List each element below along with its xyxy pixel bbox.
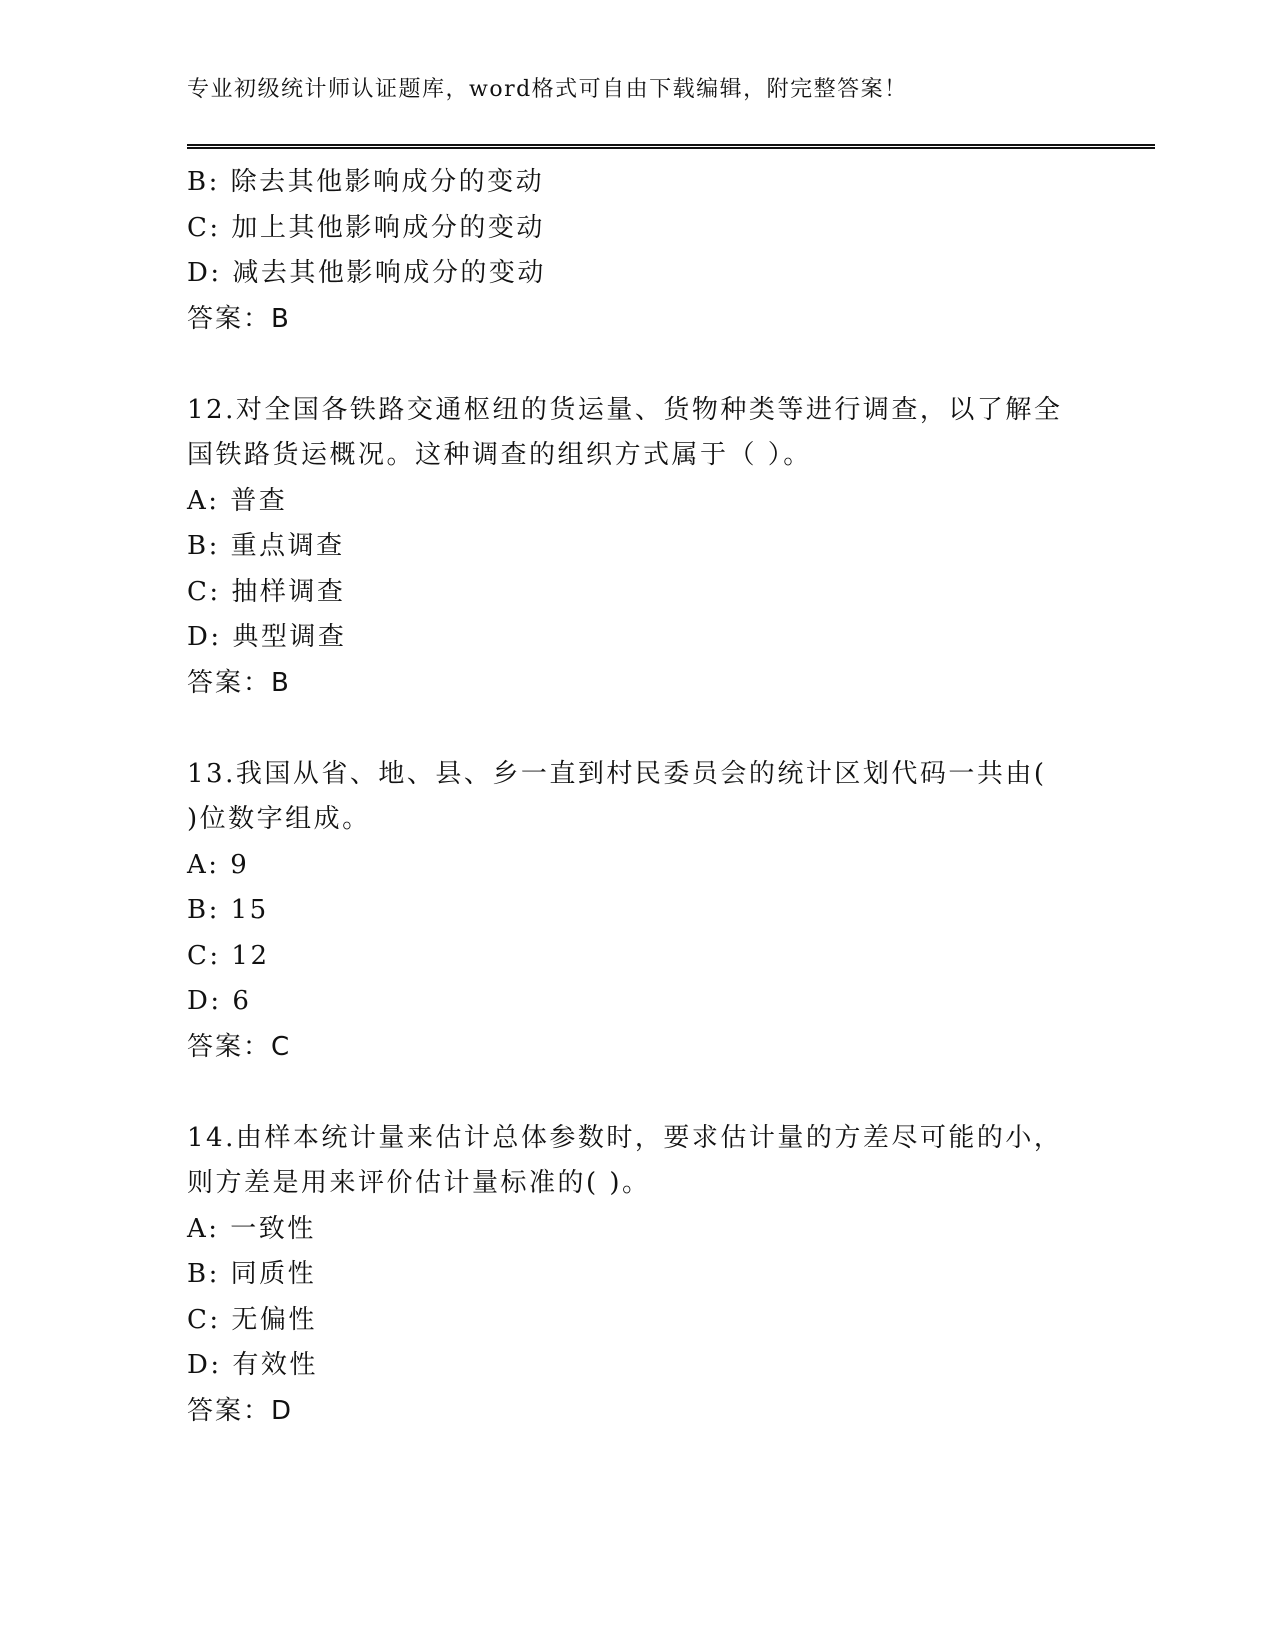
answer-line: 答案：C bbox=[187, 1031, 292, 1062]
question-13 bbox=[187, 752, 1087, 1071]
option-d: D: 减去其他影响成分的变动 bbox=[187, 258, 546, 288]
header-double-rule bbox=[187, 144, 1155, 149]
question-stem: 则方差是用来评价估计量标准的( )。 bbox=[187, 1168, 651, 1198]
option-d: D: 有效性 bbox=[187, 1350, 318, 1380]
document-body bbox=[187, 160, 1087, 1434]
question-14 bbox=[187, 1116, 1087, 1435]
question-11-partial bbox=[187, 160, 1087, 342]
answer-line: 答案：B bbox=[187, 667, 291, 698]
option-b: B: 同质性 bbox=[187, 1259, 317, 1289]
answer-line: 答案：D bbox=[187, 1395, 294, 1426]
option-c: C: 加上其他影响成分的变动 bbox=[187, 212, 545, 243]
question-stem: )位数字组成。 bbox=[187, 804, 371, 834]
option-c: C: 12 bbox=[187, 940, 270, 971]
question-stem: 13.我国从省、地、县、乡一直到村民委员会的统计区划代码一共由( bbox=[187, 758, 1047, 789]
option-a: A: 一致性 bbox=[187, 1213, 316, 1244]
spacer bbox=[187, 706, 1087, 752]
option-d: D: 典型调查 bbox=[187, 622, 347, 652]
question-stem: 12.对全国各铁路交通枢纽的货运量、货物种类等进行调查，以了解全 bbox=[187, 394, 1063, 425]
option-c: C: 无偏性 bbox=[187, 1304, 317, 1335]
option-b: B: 15 bbox=[187, 895, 269, 925]
spacer bbox=[187, 1070, 1087, 1116]
spacer bbox=[187, 342, 1087, 388]
option-a: A: 普查 bbox=[187, 485, 288, 516]
option-c: C: 抽样调查 bbox=[187, 576, 346, 607]
option-d: D: 6 bbox=[187, 986, 252, 1016]
question-stem: 14.由样本统计量来估计总体参数时，要求估计量的方差尽可能的小， bbox=[187, 1122, 1063, 1153]
question-stem: 国铁路货运概况。这种调查的组织方式属于（ ）。 bbox=[187, 440, 812, 470]
option-a: A: 9 bbox=[187, 849, 250, 880]
answer-line: 答案：B bbox=[187, 303, 291, 334]
question-12 bbox=[187, 388, 1087, 707]
option-b: B: 重点调查 bbox=[187, 531, 345, 561]
page-header-text: 专业初级统计师认证题库，word格式可自由下载编辑，附完整答案！ bbox=[187, 77, 908, 102]
option-b: B: 除去其他影响成分的变动 bbox=[187, 167, 545, 197]
